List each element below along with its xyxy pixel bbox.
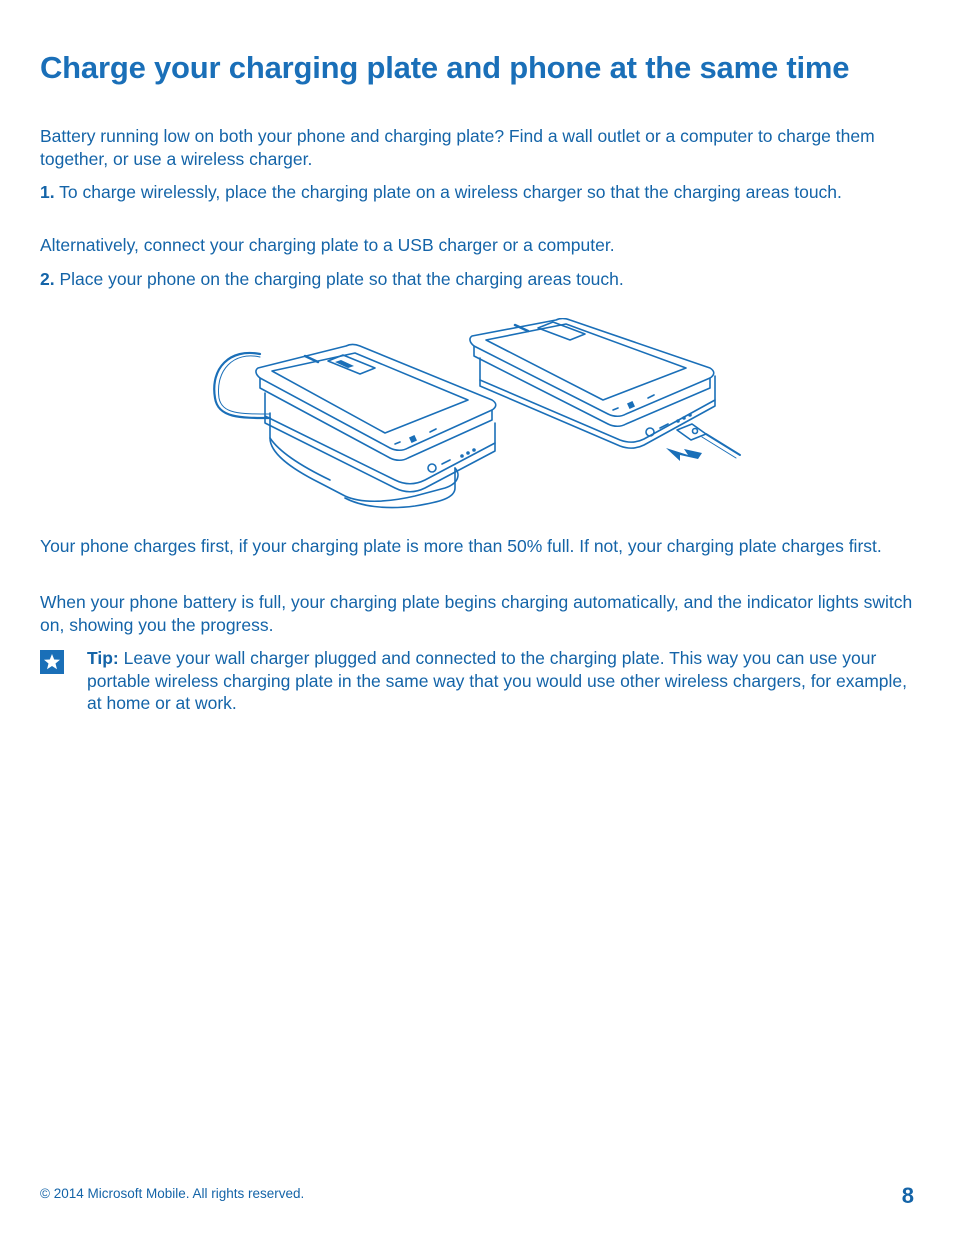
intro-paragraph: Battery running low on both your phone and charging plate? Find a wall outlet or a computer to charge them together, or use a wireless charger.: [40, 126, 875, 169]
charging-illustration: [210, 318, 750, 518]
page-title: Charge your charging plate and phone at the same time: [40, 50, 850, 85]
charging-order-paragraph: Your phone charges first, if your charging plate is more than 50% full. If not, your charging plate charges first.: [40, 536, 882, 556]
wireless-charger-illustration: [214, 345, 496, 508]
step-1-number: 1.: [40, 182, 55, 202]
usb-charging-illustration: [470, 319, 740, 462]
page-number: 8: [901, 1183, 914, 1208]
tip-text: Leave your wall charger plugged and connected to the charging plate. This way you can use your portable wireless charging plate in the same way that you would use other wireless chargers, for example, at home or at work.: [87, 648, 907, 714]
step-2-number: 2.: [40, 269, 55, 289]
step-2-text: Place your phone on the charging plate so that the charging areas touch.: [59, 269, 624, 289]
step-2: [40, 268, 918, 291]
step-1-text: To charge wirelessly, place the charging plate on a wireless charger so that the charging areas touch.: [59, 182, 842, 202]
step-1: [40, 181, 918, 204]
battery-full-paragraph: When your phone battery is full, your charging plate begins charging automatically, and the indicator lights switch on, showing you the progress.: [40, 592, 913, 635]
star-icon: [40, 650, 64, 674]
tip-label: Tip:: [87, 648, 119, 668]
copyright-footer: © 2014 Microsoft Mobile. All rights reserved.: [40, 1186, 305, 1201]
alternative-paragraph: Alternatively, connect your charging plate to a USB charger or a computer.: [40, 235, 615, 255]
tip-paragraph: [87, 647, 919, 715]
